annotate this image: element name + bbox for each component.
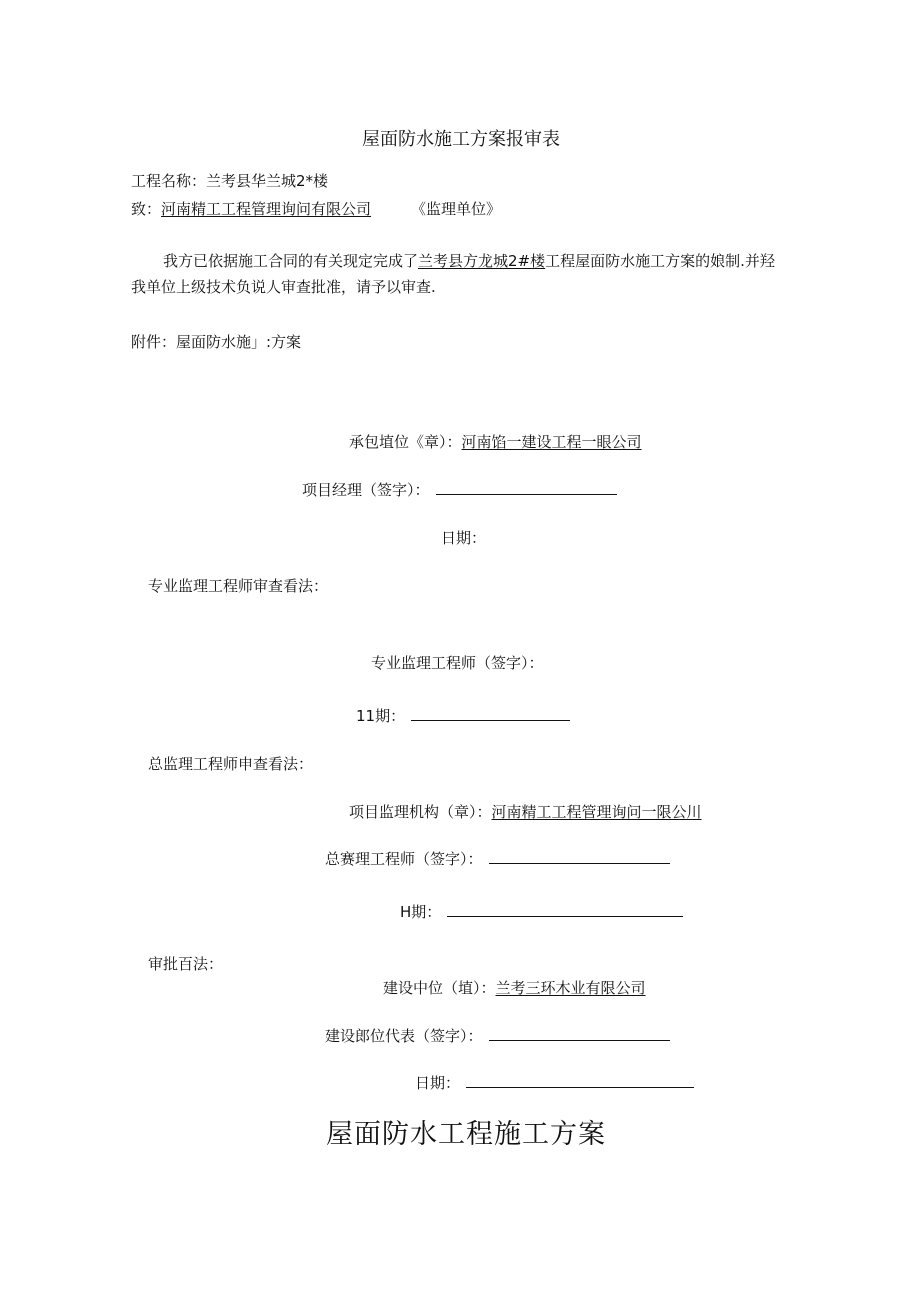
project-manager-row <box>302 480 617 500</box>
body-line-2: 我单位上级技术负说人审查批准，请予以审查. <box>131 278 436 296</box>
attachment-line: 附件：屋面防水施」:方案 <box>131 333 302 351</box>
contractor-unit-label: 承包埴位《章）： <box>349 433 462 451</box>
form-title: 屋面防水施工方案报审表 <box>362 129 560 150</box>
owner-date-row <box>415 1073 694 1093</box>
project-manager-signature-blank[interactable] <box>436 480 617 495</box>
owner-rep-signature-blank[interactable] <box>489 1026 670 1041</box>
owner-rep-label: 建设郎位代表（签字）： <box>325 1027 483 1045</box>
contractor-unit-name: 河南馅一建设工程一眼公司 <box>461 433 642 451</box>
chief-engineer-signature-blank[interactable] <box>489 849 670 864</box>
approval-opinion-label: 审批百法： <box>148 955 224 973</box>
addressee-unit: 《监理单位》 <box>411 200 502 218</box>
specialist-date-blank[interactable] <box>411 706 570 721</box>
specialist-opinion-label: 专业监理工程师审查看法： <box>148 577 329 595</box>
specialist-engineer-row: 专业监理工程师（签字）： <box>371 654 544 672</box>
chief-date-label: H期： <box>400 903 442 921</box>
chief-date-blank[interactable] <box>447 902 683 917</box>
project-name-label: 工程名称： <box>131 172 207 190</box>
addressee-company: 河南精工工程管理询问有限公司 <box>161 200 372 218</box>
chief-engineer-row <box>325 849 670 869</box>
chief-engineer-label: 总赛理工程师（签字）： <box>325 850 483 868</box>
chief-date-row <box>400 902 683 922</box>
addressee-label: 致： <box>131 200 162 218</box>
specialist-date-row <box>356 706 570 726</box>
supervision-org-label: 项目监理机构（章）： <box>349 803 492 821</box>
owner-unit-row <box>383 978 646 998</box>
owner-date-label: 日期： <box>415 1074 461 1092</box>
owner-unit-name: 兰考三环木业有限公司 <box>495 979 646 997</box>
owner-rep-row <box>325 1026 670 1046</box>
body-line-1-pre: 我方已依据施工合同的有关现定完成了 <box>163 252 419 270</box>
contractor-unit-row <box>349 432 642 452</box>
project-name: 兰考县华兰城2*楼 <box>206 172 329 190</box>
body-line-1-project: 兰考县方龙城2#楼 <box>418 252 546 270</box>
specialist-date-label: 11期： <box>356 707 406 725</box>
body-line-1-post: 工程屋面防水施工方案的娘制.并羟 <box>545 252 775 270</box>
chief-opinion-label: 总监理工程师申查看法： <box>148 755 314 773</box>
addressee-row <box>131 199 501 219</box>
supervision-org-name: 河南精工工程管理询问一限公川 <box>491 803 702 821</box>
owner-date-blank[interactable] <box>466 1073 694 1088</box>
project-manager-label: 项目经理（签字）： <box>302 481 430 499</box>
body-line-1 <box>163 251 775 271</box>
section-title: 屋面防水工程施工方案 <box>326 1119 606 1150</box>
project-name-row <box>131 171 328 191</box>
contractor-date-row: 日期： <box>441 529 487 547</box>
supervision-org-row <box>349 802 702 822</box>
owner-unit-label: 建设中位（埴）： <box>383 979 496 997</box>
